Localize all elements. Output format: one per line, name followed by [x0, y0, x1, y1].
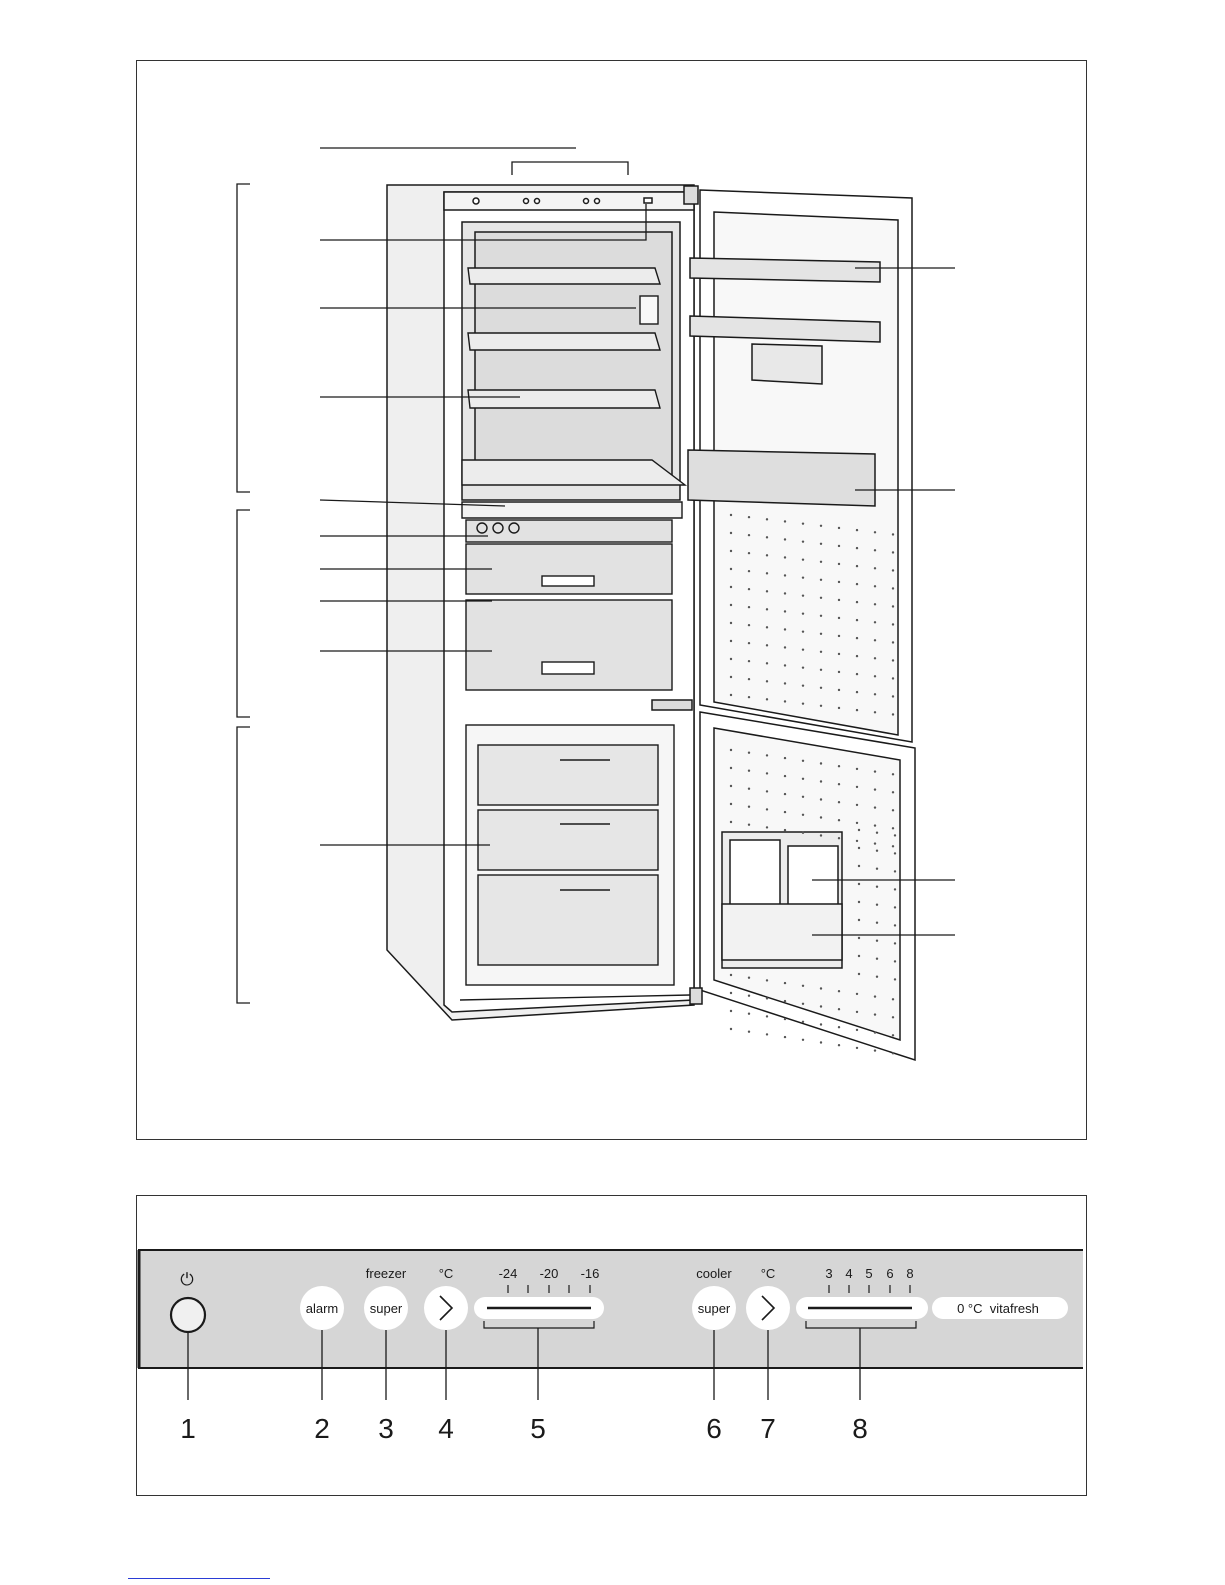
cooler-scale-label: 3 [825, 1266, 833, 1281]
freezer-super-label: super [369, 1301, 403, 1316]
freezer-scale-label: -16 [580, 1266, 600, 1281]
cooler-scale-label: 6 [886, 1266, 894, 1281]
freezer-scale-label: -24 [498, 1266, 518, 1281]
alarm-button[interactable] [300, 1286, 344, 1330]
callout-number: 3 [378, 1413, 394, 1444]
vitafresh-label: 0 °C vitafresh [957, 1301, 1039, 1316]
callout-number: 1 [180, 1413, 196, 1444]
cooler-degc-caption: °C [760, 1266, 776, 1281]
callout-number: 4 [438, 1413, 454, 1444]
freezer-super-button[interactable] [364, 1286, 408, 1330]
footer-link-underline[interactable] [128, 1578, 270, 1579]
cooler-scale-label: 8 [906, 1266, 914, 1281]
power-button[interactable] [171, 1298, 205, 1332]
callout-number: 6 [706, 1413, 722, 1444]
cooler-scale-label: 5 [865, 1266, 873, 1281]
cooler-caption: cooler [696, 1266, 732, 1281]
cooler-scale-label: 4 [845, 1266, 853, 1281]
cooler-super-label: super [697, 1301, 731, 1316]
cooler-super-button[interactable] [692, 1286, 736, 1330]
callout-number: 5 [530, 1413, 546, 1444]
freezer-scale-label: -20 [539, 1266, 559, 1281]
freezer-degc-caption: °C [438, 1266, 454, 1281]
cooler-temp-button[interactable] [746, 1286, 790, 1330]
power-symbol: ⏻ [180, 1270, 194, 1289]
callout-number: 8 [852, 1413, 868, 1444]
callout-number: 2 [314, 1413, 330, 1444]
vitafresh-indicator [932, 1297, 1068, 1319]
freezer-caption: freezer [365, 1266, 407, 1281]
alarm-button-label: alarm [305, 1301, 339, 1316]
freezer-temp-button[interactable] [424, 1286, 468, 1330]
callout-number: 7 [760, 1413, 776, 1444]
